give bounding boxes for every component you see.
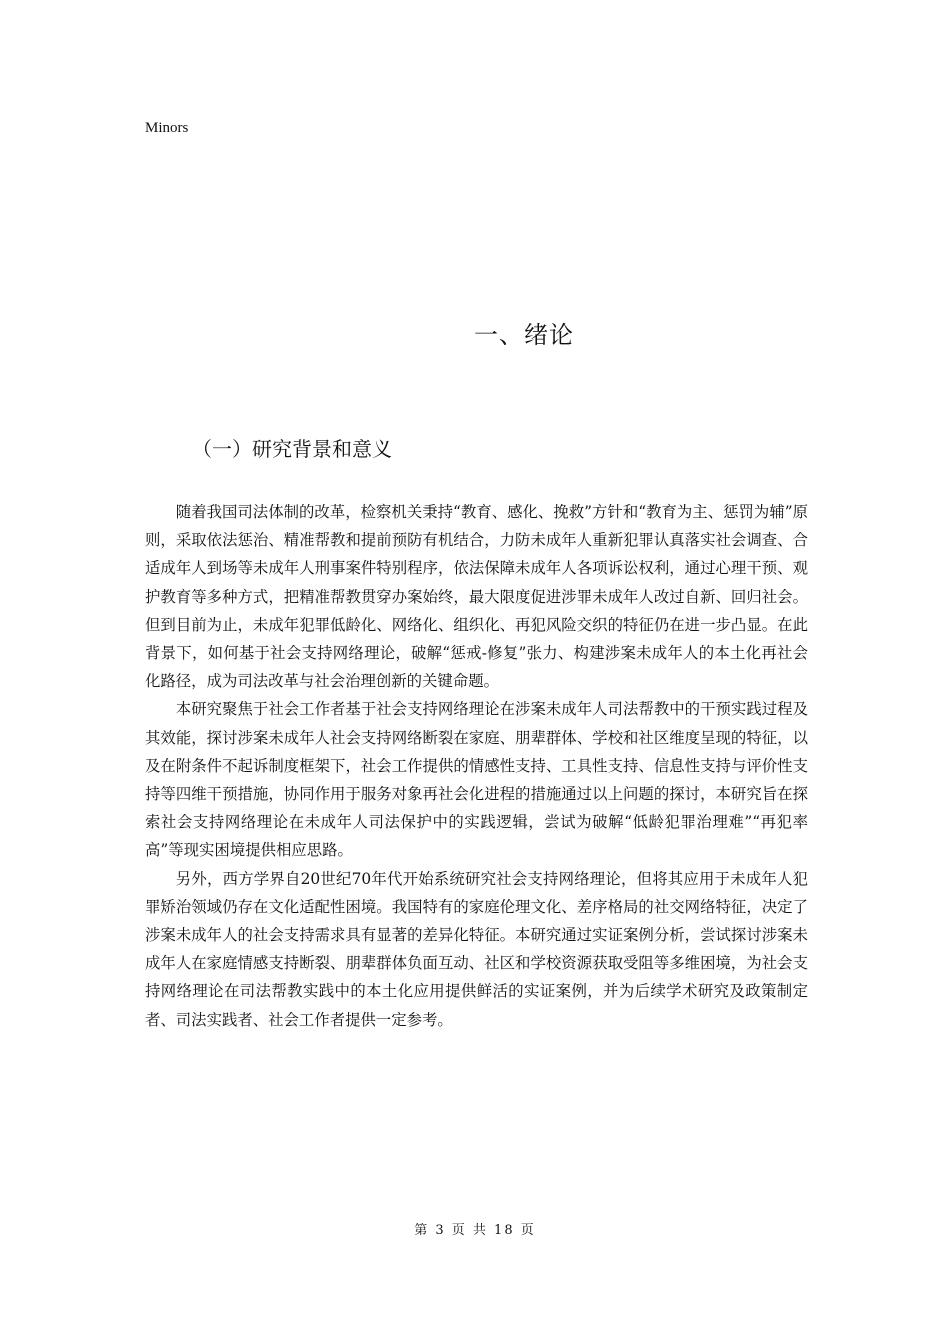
chapter-title: 一、绪论 xyxy=(474,321,574,349)
section-title: （一）研究背景和意义 xyxy=(192,437,392,461)
paragraph: 另外，西方学界自20世纪70年代开始系统研究社会支持网络理论，但将其应用于未成年人犯罪矫治领域仍存在文化适配性困境。我国特有的家庭伦理文化、差序格局的社交网络特征，决定了涉案未成年人的社会支持需求具有显著的差异化特征。本研究通过实证案例分析，尝试探讨涉案未成年人在家庭情感支持断裂、朋辈群体负面互动、社区和学校资源获取受阻等多维困境，为社会支持网络理论在司法帮教实践中的本土化应用提供鲜活的实证案例，并为后续学术研究及政策制定者、司法实践者、社会工作者提供一定参考。 xyxy=(145,869,808,1029)
paragraph: 本研究聚焦于社会工作者基于社会支持网络理论在涉案未成年人司法帮教中的干预实践过程及其效能，探讨涉案未成年人社会支持网络断裂在家庭、朋辈群体、学校和社区维度呈现的特征，以及在附条件不起诉制度框架下，社会工作提供的情感性支持、工具性支持、信息性支持与评价性支持等四维干预措施，协同作用于服务对象再社会化进程的措施通过以上问题的探讨，本研究旨在探索社会支持网络理论在未成年人司法保护中的实践逻辑，尝试为破解“低龄犯罪治理难”“再犯率高”等现实困境提供相应思路。 xyxy=(145,700,808,860)
page-footer: 第 3 页 共 18 页 xyxy=(414,1223,536,1238)
carry-over-text: Minors xyxy=(145,120,189,136)
paragraph: 随着我国司法体制的改革，检察机关秉持“教育、感化、挽救”方针和“教育为主、惩罚为辅”原则，采取依法惩治、精准帮教和提前预防有机结合，力防未成年人重新犯罪认真落实社会调查、合适成年人到场等未成年人刑事案件特别程序，依法保障未成年人各项诉讼权利，通过心理干预、观护教育等多种方式，把精准帮教贯穿办案始终，最大限度促进涉罪未成年人改过自新、回归社会。但到目前为止，未成年犯罪低龄化、网络化、组织化、再犯风险交织的特征仍在进一步凸显。在此背景下，如何基于社会支持网络理论，破解“惩戒-修复”张力、构建涉案未成年人的本土化再社会化路径，成为司法改革与社会治理创新的关键命题。 xyxy=(145,503,808,691)
body-text xyxy=(145,498,808,1034)
